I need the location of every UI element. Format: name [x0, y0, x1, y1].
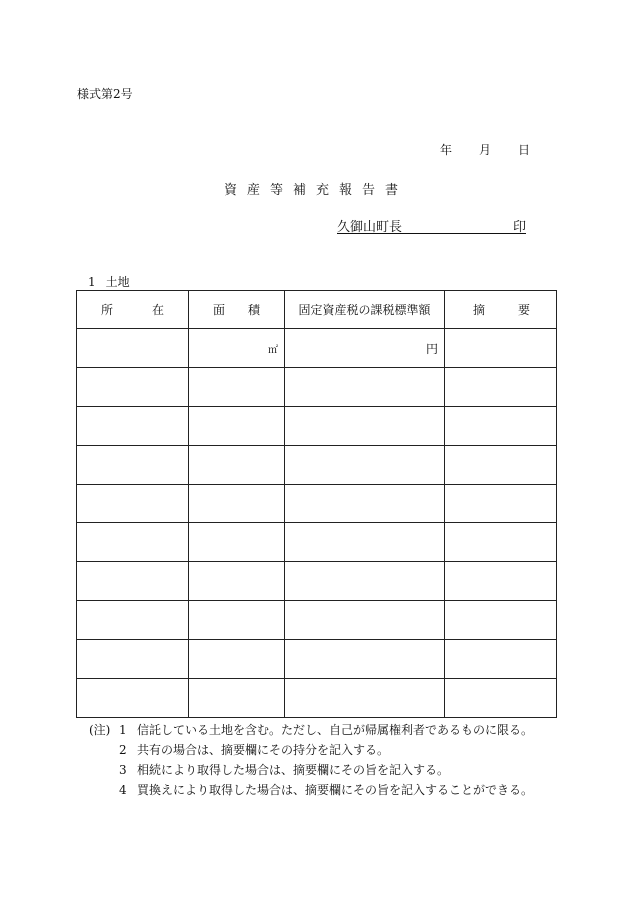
section-number: 1: [88, 275, 96, 289]
note-text: 共有の場合は、摘要欄にその持分を記入する。: [137, 743, 390, 757]
area-cell[interactable]: [189, 679, 285, 718]
remarks-cell[interactable]: [445, 523, 557, 562]
header-location-char-2: 在: [151, 303, 164, 317]
table-row: [77, 679, 557, 718]
standard-value-cell[interactable]: [285, 367, 445, 406]
location-cell[interactable]: [77, 562, 189, 601]
header-remarks: [445, 291, 557, 329]
table-row: [77, 484, 557, 523]
remarks-cell[interactable]: [445, 679, 557, 718]
header-area-char-2: 積: [247, 303, 260, 317]
notes-block: [89, 720, 533, 800]
header-remarks-char-1: 摘: [473, 303, 486, 317]
table-row: [77, 367, 557, 406]
location-cell[interactable]: [77, 406, 189, 445]
area-cell[interactable]: [189, 367, 285, 406]
header-location: [77, 291, 189, 329]
header-area: [189, 291, 285, 329]
location-cell[interactable]: [77, 484, 189, 523]
table-row: [77, 445, 557, 484]
standard-value-cell[interactable]: [285, 484, 445, 523]
area-cell[interactable]: [189, 562, 285, 601]
addressee: 久御山町長: [337, 220, 403, 235]
note-spacer: [89, 740, 119, 760]
location-cell[interactable]: [77, 367, 189, 406]
location-cell[interactable]: [77, 445, 189, 484]
remarks-cell[interactable]: [445, 406, 557, 445]
note-spacer: [89, 760, 119, 780]
year-label: 年: [440, 143, 453, 157]
note-item: [89, 740, 533, 760]
area-cell[interactable]: [189, 523, 285, 562]
standard-value-cell[interactable]: [285, 523, 445, 562]
standard-value-cell[interactable]: [285, 640, 445, 679]
area-cell[interactable]: [189, 601, 285, 640]
remarks-cell[interactable]: [445, 562, 557, 601]
standard-value-cell[interactable]: [285, 562, 445, 601]
month-label: 月: [478, 143, 491, 157]
table-header-row: [77, 291, 557, 329]
seal-mark: 印: [512, 220, 526, 235]
section-heading: [88, 273, 130, 290]
table-row: [77, 562, 557, 601]
remarks-cell[interactable]: [445, 329, 557, 368]
remarks-cell[interactable]: [445, 640, 557, 679]
remarks-cell[interactable]: [445, 601, 557, 640]
area-cell[interactable]: [189, 406, 285, 445]
area-cell[interactable]: [189, 640, 285, 679]
remarks-cell[interactable]: [445, 445, 557, 484]
note-spacer: [89, 780, 119, 800]
note-text: 信託している土地を含む。ただし、自己が帰属権利者であるものに限る。: [137, 723, 534, 737]
location-cell[interactable]: [77, 523, 189, 562]
header-area-char-1: 面: [213, 303, 226, 317]
table-row: [77, 523, 557, 562]
addressee-line: [337, 216, 526, 234]
header-standard-value: 固定資産税の課税標準額: [285, 291, 445, 329]
location-cell[interactable]: [77, 329, 189, 368]
area-cell[interactable]: [189, 329, 285, 368]
table-row: [77, 329, 557, 368]
section-title: 土地: [105, 275, 130, 289]
table-row: [77, 640, 557, 679]
note-text: 相続により取得した場合は、摘要欄にその旨を記入する。: [137, 763, 450, 777]
note-number: 3: [119, 763, 127, 777]
standard-value-cell[interactable]: [285, 445, 445, 484]
standard-value-cell[interactable]: [285, 679, 445, 718]
remarks-cell[interactable]: [445, 367, 557, 406]
area-cell[interactable]: [189, 445, 285, 484]
note-number: 1: [119, 723, 127, 737]
note-item: [89, 760, 533, 780]
standard-value-cell[interactable]: [285, 329, 445, 368]
note-item: [89, 780, 533, 800]
standard-value-cell[interactable]: [285, 601, 445, 640]
location-cell[interactable]: [77, 640, 189, 679]
day-label: 日: [517, 143, 530, 157]
area-cell[interactable]: [189, 484, 285, 523]
note-item: [89, 720, 533, 740]
header-location-char-1: 所: [101, 303, 114, 317]
note-text: 買換えにより取得した場合は、摘要欄にその旨を記入することができる。: [137, 783, 534, 797]
location-cell[interactable]: [77, 601, 189, 640]
table-row: [77, 601, 557, 640]
date-line: [440, 141, 530, 158]
note-number: 4: [119, 783, 127, 797]
remarks-cell[interactable]: [445, 484, 557, 523]
notes-label: (注): [89, 723, 111, 737]
land-table: [76, 290, 557, 718]
form-number: 様式第2号: [77, 87, 133, 101]
note-number: 2: [119, 743, 127, 757]
yen-unit: 円: [425, 342, 438, 356]
document-title: 資産等補充報告書: [224, 183, 409, 198]
table-row: [77, 406, 557, 445]
area-unit: ㎡: [268, 345, 278, 356]
standard-value-cell[interactable]: [285, 406, 445, 445]
location-cell[interactable]: [77, 679, 189, 718]
header-remarks-char-2: 要: [517, 303, 530, 317]
